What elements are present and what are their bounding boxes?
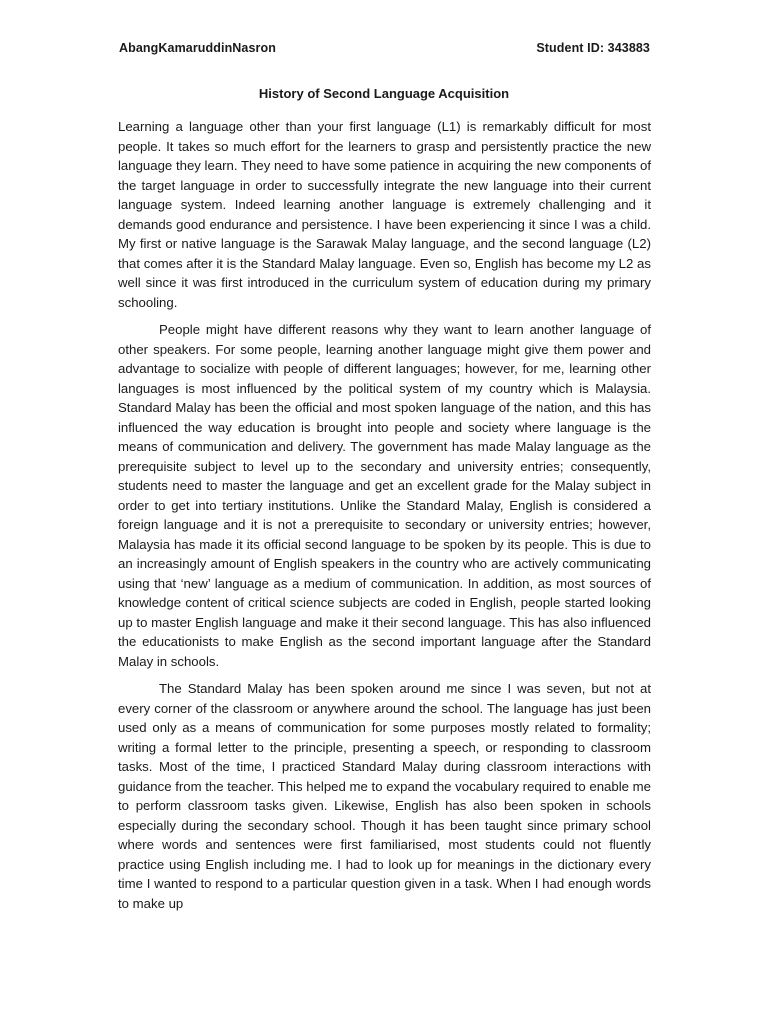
page-header [119, 41, 650, 55]
author-name: AbangKamaruddinNasron [119, 41, 276, 55]
paragraph-1: Learning a language other than your first language (L1) is remarkably difficult for most people. It takes so much effort for the learners to grasp and persistently practice the new language they learn. They need to have some patience in acquiring the new components of the target language in order to successfully integrate the new language into their current language system. Indeed learning another language is extremely challenging and it demands good endurance and persistence. I have been experiencing it since I was a child. My first or native language is the Sarawak Malay language, and the second language (L2) that comes after it is the Standard Malay language. Even so, English has become my L2 as well since it was first introduced in the curriculum system of education during my primary schooling. [118, 119, 651, 310]
student-id: Student ID: 343883 [536, 41, 650, 55]
paragraph-2: People might have different reasons why they want to learn another language of other speakers. For some people, learning another language might give them power and advantage to socialize with people of different languages; however, for me, learning other languages is most influenced by the political system of my country which is Malaysia. Standard Malay has been the official and most spoken language of the nation, and this has influenced the way education is brought into people and society where language is the means of communication and delivery. The government has made Malay language as the prerequisite subject to level up to the secondary and university entries; consequently, students need to master the language and get an excellent grade for the Malay subject in order to get into tertiary institutions. Unlike the Standard Malay, English is considered a foreign language and it is not a prerequisite to secondary or university entries; however, Malaysia has made it its official second language to be spoken by its people. This is due to an increasingly amount of English speakers in the country who are actively communicating using that ‘new’ language as a medium of communication. In addition, as most sources of knowledge content of critical science subjects are coded in English, people started looking up to master English language and make it their second language. This has also influenced the educationists to make English as the second important language after the Standard Malay in schools. [118, 322, 651, 669]
document-body [118, 117, 651, 932]
paragraph-3: The Standard Malay has been spoken around me since I was seven, but not at every corner of the classroom or anywhere around the school. The language has just been used only as a means of communication for some purposes mostly related to formality; writing a formal letter to the principle, presenting a speech, or responding to classroom tasks. Most of the time, I practiced Standard Malay during classroom interactions with guidance from the teacher. This helped me to expand the vocabulary required to enable me to perform classroom tasks given. Likewise, English has also been spoken in schools especially during the secondary school. Though it has been taught since primary school where words and sentences were first familiarised, most students could not fluently practice using English including me. I had to look up for meanings in the dictionary every time I wanted to respond to a particular question given in a task. When I had enough words to make up [118, 681, 651, 911]
document-title: History of Second Language Acquisition [258, 86, 510, 101]
